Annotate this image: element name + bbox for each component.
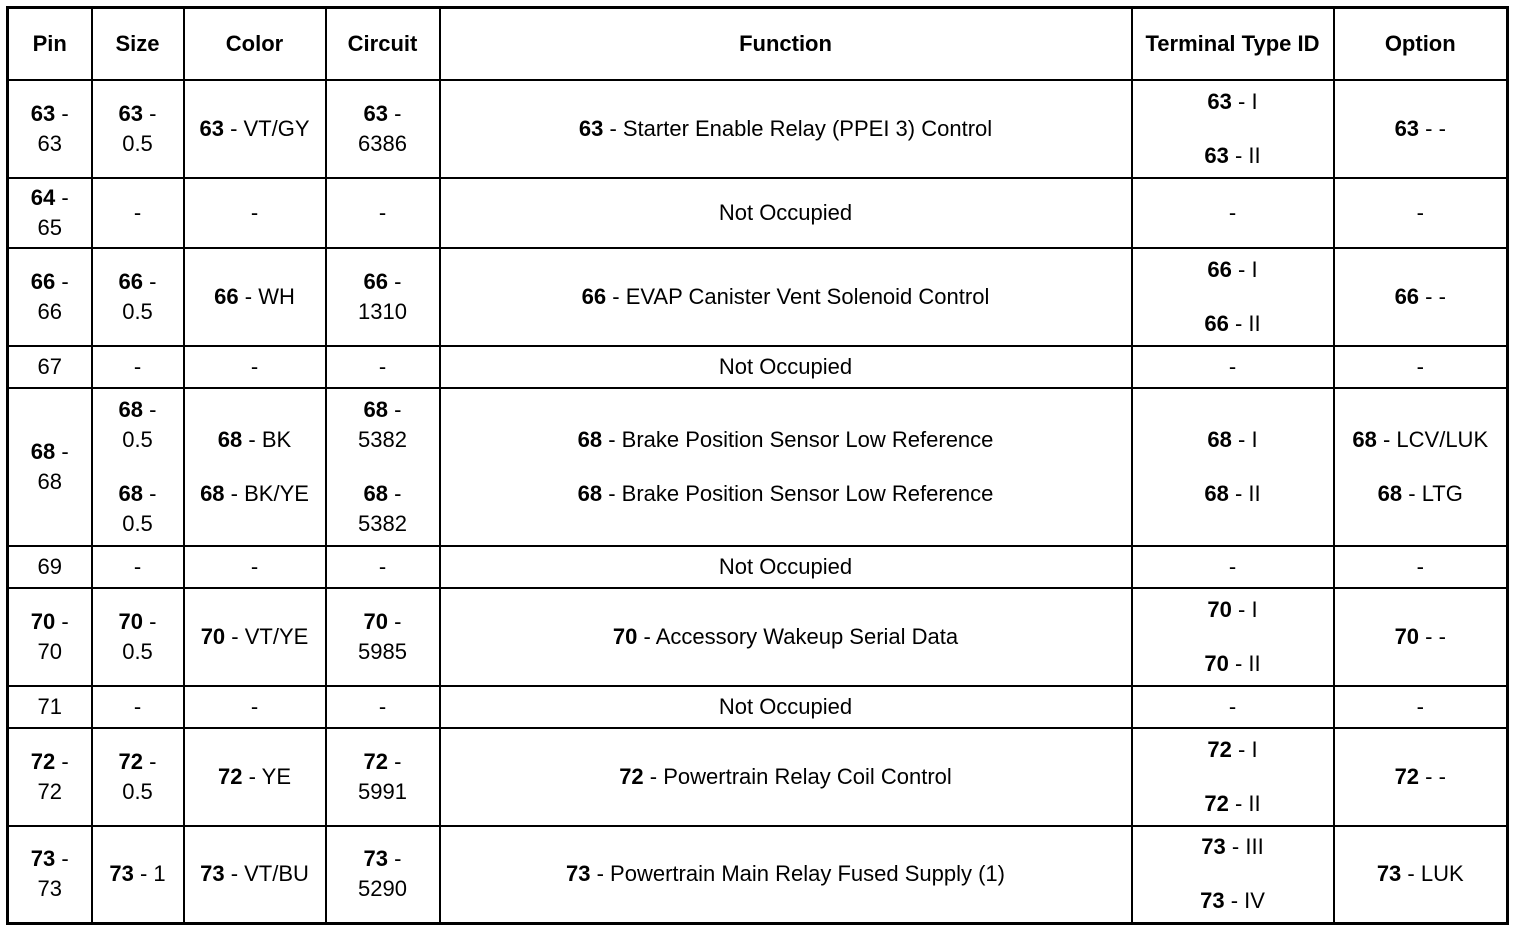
pin-value: 72 - 72 <box>30 748 69 804</box>
pin-value: 66 - 66 <box>30 268 69 324</box>
cell-pin <box>8 588 92 686</box>
table-row <box>8 686 1508 728</box>
color-value <box>200 479 309 509</box>
cell-color <box>184 588 326 686</box>
color-value-text: - VT/YE <box>231 623 309 649</box>
cell-pin <box>8 178 92 248</box>
header-pin: Pin <box>8 8 92 80</box>
option-value <box>1395 282 1446 312</box>
size-value: 72 - 0.5 <box>118 748 157 804</box>
cell-size <box>92 686 184 728</box>
cell-circuit <box>326 826 440 924</box>
pin-value-number: 72 <box>30 748 56 774</box>
option-value <box>1377 859 1464 889</box>
pin-value: 64 - 65 <box>30 184 69 240</box>
function-value: Not Occupied <box>718 693 853 719</box>
cell-size <box>92 546 184 588</box>
function-value <box>579 114 992 144</box>
cell-size <box>92 826 184 924</box>
terminal-value-number: 73 <box>1200 888 1225 914</box>
circuit-value-number: 63 <box>363 100 388 126</box>
function-value-number: 70 <box>612 623 638 649</box>
header-option: Option <box>1334 8 1508 80</box>
cell-color <box>184 826 326 924</box>
pin-value-number: 63 <box>30 100 56 126</box>
size-value: 63 - 0.5 <box>118 100 157 156</box>
cell-color <box>184 388 326 546</box>
function-value <box>613 622 958 652</box>
size-value <box>109 859 165 889</box>
cell-terminal <box>1132 546 1334 588</box>
terminal-value <box>1201 832 1263 862</box>
size-value-number: 63 <box>118 100 144 126</box>
function-value <box>566 859 1005 889</box>
color-value-text: - BK <box>248 426 292 452</box>
option-value-number: 68 <box>1377 480 1403 506</box>
circuit-value: 66 - 1310 <box>358 268 407 324</box>
function-value-text: - Powertrain Relay Coil Control <box>649 763 952 789</box>
terminal-value-number: 72 <box>1207 736 1232 762</box>
option-value: - <box>1416 693 1424 719</box>
function-value <box>619 762 952 792</box>
pin-value-number: 66 <box>30 268 56 294</box>
function-value-number: 73 <box>566 861 591 887</box>
pin-value-number: 73 <box>30 846 56 872</box>
option-value <box>1352 425 1488 455</box>
function-value <box>578 425 994 455</box>
option-value-number: 73 <box>1376 861 1402 887</box>
header-row <box>8 8 1508 80</box>
color-value: - <box>250 693 259 719</box>
cell-pin <box>8 80 92 178</box>
table-row <box>8 546 1508 588</box>
cell-option <box>1334 686 1508 728</box>
function-value-text: - EVAP Canister Vent Solenoid Control <box>612 283 990 309</box>
cell-size <box>92 346 184 388</box>
terminal-value <box>1204 649 1260 679</box>
table-row <box>8 248 1508 346</box>
cell-terminal <box>1132 346 1334 388</box>
color-value: - <box>250 353 259 379</box>
terminal-value-text: - I <box>1238 256 1258 282</box>
circuit-value: - <box>378 553 387 579</box>
option-value-text: - - <box>1425 763 1446 789</box>
cell-pin <box>8 826 92 924</box>
terminal-value-number: 68 <box>1207 426 1232 452</box>
circuit-value: - <box>378 199 387 225</box>
terminal-value <box>1204 141 1260 171</box>
size-value-number: 66 <box>118 268 144 294</box>
cell-option <box>1334 546 1508 588</box>
option-value-number: 63 <box>1394 115 1420 141</box>
cell-pin <box>8 346 92 388</box>
cell-circuit <box>326 80 440 178</box>
cell-circuit <box>326 346 440 388</box>
circuit-value: - <box>378 353 387 379</box>
header-size: Size <box>92 8 184 80</box>
cell-size <box>92 248 184 346</box>
cell-option <box>1334 80 1508 178</box>
cell-option <box>1334 248 1508 346</box>
terminal-value-text: - II <box>1234 480 1261 506</box>
color-value <box>199 114 309 144</box>
cell-function <box>440 826 1132 924</box>
terminal-value-text: - IV <box>1230 888 1265 914</box>
size-value: - <box>133 199 142 225</box>
header-color: Color <box>184 8 326 80</box>
cell-color <box>184 686 326 728</box>
size-value: - <box>133 353 142 379</box>
function-value-text: - Powertrain Main Relay Fused Supply (1) <box>596 861 1005 887</box>
terminal-value-text: - II <box>1234 650 1261 676</box>
header-terminal-type-id: Terminal Type ID <box>1132 8 1334 80</box>
terminal-value-text: - I <box>1238 88 1258 114</box>
terminal-value-number: 66 <box>1207 256 1232 282</box>
terminal-value-number: 72 <box>1204 790 1229 816</box>
size-value-text: - 1 <box>139 861 166 887</box>
option-value <box>1395 114 1446 144</box>
cell-option <box>1334 388 1508 546</box>
cell-function <box>440 80 1132 178</box>
terminal-value-text: - III <box>1231 834 1264 860</box>
color-value <box>201 622 309 652</box>
cell-circuit <box>326 728 440 826</box>
table-row <box>8 588 1508 686</box>
cell-circuit <box>326 388 440 546</box>
circuit-value: 68 - 5382 <box>358 480 407 536</box>
cell-size <box>92 388 184 546</box>
color-value <box>218 762 291 792</box>
circuit-value-number: 68 <box>363 480 388 506</box>
color-value-text: - WH <box>244 283 295 309</box>
terminal-value <box>1207 595 1257 625</box>
cell-color <box>184 80 326 178</box>
option-value-number: 66 <box>1394 283 1420 309</box>
option-value: - <box>1416 553 1424 579</box>
cell-terminal <box>1132 728 1334 826</box>
option-value-text: - LUK <box>1407 861 1464 887</box>
size-value-number: 70 <box>118 608 144 634</box>
function-value <box>582 282 990 312</box>
cell-option <box>1334 178 1508 248</box>
color-value-text: - VT/BU <box>230 861 309 887</box>
table-row <box>8 346 1508 388</box>
pin-table <box>6 6 1509 925</box>
pin-value: 69 <box>37 553 62 579</box>
terminal-value <box>1207 425 1257 455</box>
terminal-value <box>1207 87 1257 117</box>
cell-size <box>92 178 184 248</box>
terminal-value <box>1204 789 1260 819</box>
option-value: - <box>1416 353 1424 379</box>
cell-function <box>440 346 1132 388</box>
cell-terminal <box>1132 686 1334 728</box>
cell-option <box>1334 346 1508 388</box>
terminal-value-number: 66 <box>1204 310 1229 336</box>
circuit-value-number: 73 <box>363 846 388 872</box>
option-value-text: - - <box>1425 115 1446 141</box>
size-value: 66 - 0.5 <box>118 268 157 324</box>
cell-option <box>1334 728 1508 826</box>
circuit-value: 70 - 5985 <box>358 608 407 664</box>
size-value: - <box>133 553 142 579</box>
function-value-text: - Starter Enable Relay (PPEI 3) Control <box>609 115 993 141</box>
cell-pin <box>8 686 92 728</box>
circuit-value: 72 - 5991 <box>358 748 407 804</box>
header-circuit: Circuit <box>326 8 440 80</box>
terminal-value <box>1204 479 1260 509</box>
cell-terminal <box>1132 588 1334 686</box>
pin-value: 67 <box>37 353 62 379</box>
cell-circuit <box>326 588 440 686</box>
cell-size <box>92 728 184 826</box>
function-value: Not Occupied <box>718 353 853 379</box>
circuit-value-number: 72 <box>363 748 388 774</box>
size-value: - <box>133 693 142 719</box>
terminal-value: - <box>1228 353 1237 379</box>
size-value-number: 68 <box>118 396 144 422</box>
cell-circuit <box>326 248 440 346</box>
cell-color <box>184 178 326 248</box>
function-value-text: - Accessory Wakeup Serial Data <box>643 623 959 649</box>
cell-function <box>440 686 1132 728</box>
pin-value-number: 70 <box>30 608 56 634</box>
terminal-value: - <box>1228 693 1237 719</box>
color-value <box>218 425 291 455</box>
table-row <box>8 178 1508 248</box>
terminal-value-number: 63 <box>1207 88 1232 114</box>
circuit-value: 73 - 5290 <box>358 846 407 902</box>
option-value: - <box>1416 199 1424 225</box>
terminal-value: - <box>1228 553 1237 579</box>
function-value-number: 72 <box>619 763 644 789</box>
table-row <box>8 826 1508 924</box>
terminal-value-number: 63 <box>1204 142 1229 168</box>
cell-function <box>440 178 1132 248</box>
cell-color <box>184 346 326 388</box>
color-value-number: 70 <box>200 623 226 649</box>
option-value-text: - LCV/LUK <box>1382 426 1489 452</box>
terminal-value-number: 68 <box>1204 480 1229 506</box>
option-value <box>1378 479 1463 509</box>
cell-option <box>1334 588 1508 686</box>
circuit-value-number: 66 <box>363 268 388 294</box>
cell-size <box>92 588 184 686</box>
pin-value: 73 - 73 <box>30 846 69 902</box>
terminal-value <box>1207 735 1257 765</box>
cell-terminal <box>1132 248 1334 346</box>
pin-value-number: 64 <box>30 184 56 210</box>
header-function: Function <box>440 8 1132 80</box>
color-value-number: 72 <box>218 763 243 789</box>
color-value-number: 63 <box>199 115 224 141</box>
cell-color <box>184 248 326 346</box>
cell-circuit <box>326 178 440 248</box>
option-value <box>1395 622 1446 652</box>
cell-terminal <box>1132 826 1334 924</box>
terminal-value: - <box>1228 199 1237 225</box>
terminal-value-text: - I <box>1238 426 1258 452</box>
cell-function <box>440 248 1132 346</box>
circuit-value: 68 - 5382 <box>358 396 407 452</box>
terminal-value-text: - II <box>1234 142 1261 168</box>
cell-pin <box>8 728 92 826</box>
function-value-number: 63 <box>578 115 604 141</box>
table-body <box>8 80 1508 924</box>
option-value-number: 72 <box>1394 763 1420 789</box>
terminal-value-number: 73 <box>1201 834 1226 860</box>
terminal-value-text: - I <box>1238 736 1258 762</box>
terminal-value-number: 70 <box>1207 596 1232 622</box>
pin-value-number: 68 <box>30 438 56 464</box>
cell-function <box>440 388 1132 546</box>
option-value-number: 68 <box>1352 426 1377 452</box>
terminal-value-text: - II <box>1234 790 1261 816</box>
color-value-number: 68 <box>200 480 225 506</box>
pin-value: 71 <box>37 693 62 719</box>
cell-circuit <box>326 546 440 588</box>
cell-function <box>440 546 1132 588</box>
option-value-text: - - <box>1425 283 1446 309</box>
cell-size <box>92 80 184 178</box>
color-value: - <box>250 199 259 225</box>
function-value-number: 68 <box>577 426 603 452</box>
size-value-number: 73 <box>109 861 134 887</box>
color-value-text: - VT/GY <box>230 115 310 141</box>
option-value-number: 70 <box>1394 623 1420 649</box>
table-row <box>8 388 1508 546</box>
circuit-value-number: 68 <box>363 396 388 422</box>
pin-value: 63 - 63 <box>30 100 69 156</box>
table-row <box>8 80 1508 178</box>
terminal-value-text: - I <box>1238 596 1258 622</box>
terminal-value-text: - II <box>1234 310 1261 336</box>
table-row <box>8 728 1508 826</box>
color-value <box>214 282 295 312</box>
size-value: 68 - 0.5 <box>118 480 157 536</box>
circuit-value: 63 - 6386 <box>358 100 407 156</box>
color-value-number: 73 <box>200 861 225 887</box>
cell-color <box>184 728 326 826</box>
cell-function <box>440 728 1132 826</box>
function-value-text: - Brake Position Sensor Low Reference <box>608 480 994 506</box>
option-value-text: - - <box>1425 623 1446 649</box>
circuit-value: - <box>378 693 387 719</box>
option-value-text: - LTG <box>1408 480 1463 506</box>
function-value-number: 68 <box>577 480 603 506</box>
terminal-value <box>1200 886 1265 916</box>
size-value: 70 - 0.5 <box>118 608 157 664</box>
size-value-number: 72 <box>118 748 144 774</box>
function-value-number: 66 <box>581 283 607 309</box>
cell-color <box>184 546 326 588</box>
size-value-number: 68 <box>118 480 144 506</box>
color-value-number: 66 <box>214 283 239 309</box>
cell-pin <box>8 248 92 346</box>
function-value: Not Occupied <box>718 199 853 225</box>
cell-function <box>440 588 1132 686</box>
pin-value: 70 - 70 <box>30 608 69 664</box>
option-value <box>1395 762 1446 792</box>
size-value: 68 - 0.5 <box>118 396 157 452</box>
cell-pin <box>8 388 92 546</box>
cell-pin <box>8 546 92 588</box>
cell-terminal <box>1132 178 1334 248</box>
color-value-text: - YE <box>248 763 291 789</box>
cell-terminal <box>1132 388 1334 546</box>
cell-terminal <box>1132 80 1334 178</box>
terminal-value-number: 70 <box>1204 650 1229 676</box>
function-value: Not Occupied <box>718 553 853 579</box>
pin-value: 68 - 68 <box>30 438 69 494</box>
color-value-number: 68 <box>217 426 243 452</box>
cell-circuit <box>326 686 440 728</box>
terminal-value <box>1207 255 1257 285</box>
function-value-text: - Brake Position Sensor Low Reference <box>608 426 994 452</box>
circuit-value-number: 70 <box>363 608 388 634</box>
cell-option <box>1334 826 1508 924</box>
color-value: - <box>250 553 259 579</box>
color-value-text: - BK/YE <box>230 480 309 506</box>
color-value <box>200 859 309 889</box>
terminal-value <box>1204 309 1260 339</box>
function-value <box>578 479 994 509</box>
